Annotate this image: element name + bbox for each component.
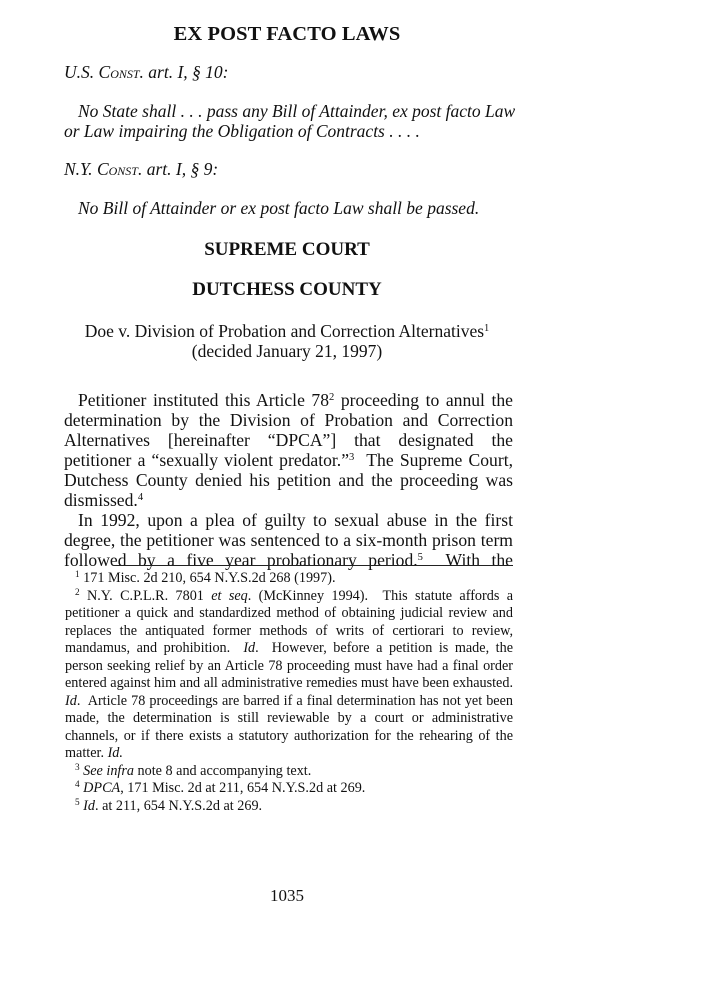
- case-name: [0, 321, 574, 342]
- footnote-1: [65, 570, 513, 588]
- body-paragraph-2: [64, 510, 513, 570]
- footnote-text: . However, before a petition is made, the person seeking relief by an Article 78 proceeding must have had a final order entered against him and all administrative remedies must have been exhausted.: [65, 640, 517, 691]
- ny-const-quote: No Bill of Attainder or ex post facto Law shall be passed.: [78, 198, 480, 218]
- footnotes: [65, 568, 517, 815]
- us-const-quote-line1: No State shall . . . pass any Bill of Attainder, ex post facto Law: [78, 101, 516, 121]
- case-name-text: Doe v. Division of Probation and Correction Alternatives: [84, 321, 485, 341]
- body-text-span: proceeding to annul the determination by the Division of Probation and Correction Alternatives [hereinafter “DPCA”] that designated the petitioner a “sexually violent predator.”: [64, 390, 513, 470]
- ny-const-citation: [64, 159, 218, 180]
- us-const-quote-line2: or Law impairing the Obligation of Contracts . . . .: [64, 121, 420, 141]
- body-text-span: Petitioner instituted this Article 78: [78, 390, 330, 410]
- body-text-span: In 1992, upon a plea of guilty to sexual abuse in the first degree, the petitioner was sentenced to a six-month prison term followed by a five year probationary period.: [64, 510, 513, 570]
- footnote-text: N.Y. C.P.L.R. 7801: [86, 587, 212, 604]
- footnote-ref-4[interactable]: 4: [137, 492, 144, 504]
- footnote-text: note 8 and accompanying text.: [133, 762, 312, 779]
- footnote-5: [65, 798, 513, 816]
- court-heading: SUPREME COURT: [204, 239, 370, 260]
- footnote-italic: et seq: [211, 587, 248, 604]
- ny-const-suffix: . art. I, § 9:: [137, 159, 219, 179]
- body-text-span: With the: [422, 550, 513, 570]
- footnote-number: 2: [75, 586, 80, 597]
- page-number: 1035: [270, 886, 304, 905]
- ny-const-prefix: N.Y.: [64, 159, 97, 179]
- ny-const-const: Const: [96, 159, 138, 179]
- footnote-text: 171 Misc. 2d 210, 654 N.Y.S.2d 268 (1997).: [83, 570, 336, 586]
- footnote-number: 5: [75, 796, 80, 807]
- footnote-italic: Id: [65, 692, 77, 709]
- case-decided-date: (decided January 21, 1997): [191, 341, 383, 361]
- footnote-italic: See infra: [83, 762, 134, 779]
- footnote-number: 1: [75, 568, 80, 579]
- footnote-2: [65, 586, 517, 763]
- footnote-text: . Article 78 proceedings are barred if a final determination has not yet been made, the determination is still reviewable by a court or administrative channels, or if there exists a statutory authorization for the rehearing of the matter.: [65, 692, 517, 761]
- footnote-ref-1[interactable]: 1: [484, 323, 490, 335]
- body-paragraph-1: [64, 390, 518, 510]
- us-const-citation: [64, 62, 229, 83]
- footnote-text: . (McKinney 1994). This statute affords a petitioner a quick and standardized method of obtaining judicial review and replaces the antiquated former methods of writs of certiorari to review, mandamus, and prohibition.: [65, 587, 517, 656]
- body-text: [64, 390, 518, 570]
- footnote-divider: [114, 565, 513, 566]
- body-text-span: The Supreme Court, Dutchess County denied his petition and the proceeding was dismissed.: [64, 450, 518, 510]
- county-heading: DUTCHESS COUNTY: [192, 279, 382, 300]
- footnote-text: . at 211, 654 N.Y.S.2d at 269.: [94, 797, 263, 814]
- footnote-number: 4: [75, 778, 80, 789]
- footnote-ref-5[interactable]: 5: [417, 552, 423, 564]
- page-title: EX POST FACTO LAWS: [173, 23, 401, 45]
- us-const-const: Const: [98, 62, 140, 82]
- footnote-4: [65, 780, 513, 798]
- footnote-ref-3[interactable]: 3: [349, 452, 355, 464]
- footnote-number: 3: [75, 761, 80, 772]
- footnote-ref-2[interactable]: 2: [329, 392, 335, 404]
- us-const-suffix: . art. I, § 10:: [139, 62, 229, 82]
- footnote-italic: Id: [83, 797, 95, 814]
- footnote-italic: Id.: [107, 745, 123, 761]
- footnote-italic: DPCA: [83, 780, 121, 796]
- footnote-italic: Id: [243, 640, 256, 656]
- footnote-text: , 171 Misc. 2d at 211, 654 N.Y.S.2d at 269.: [120, 780, 366, 796]
- footnote-3: [65, 763, 513, 781]
- us-const-prefix: U.S.: [64, 62, 99, 82]
